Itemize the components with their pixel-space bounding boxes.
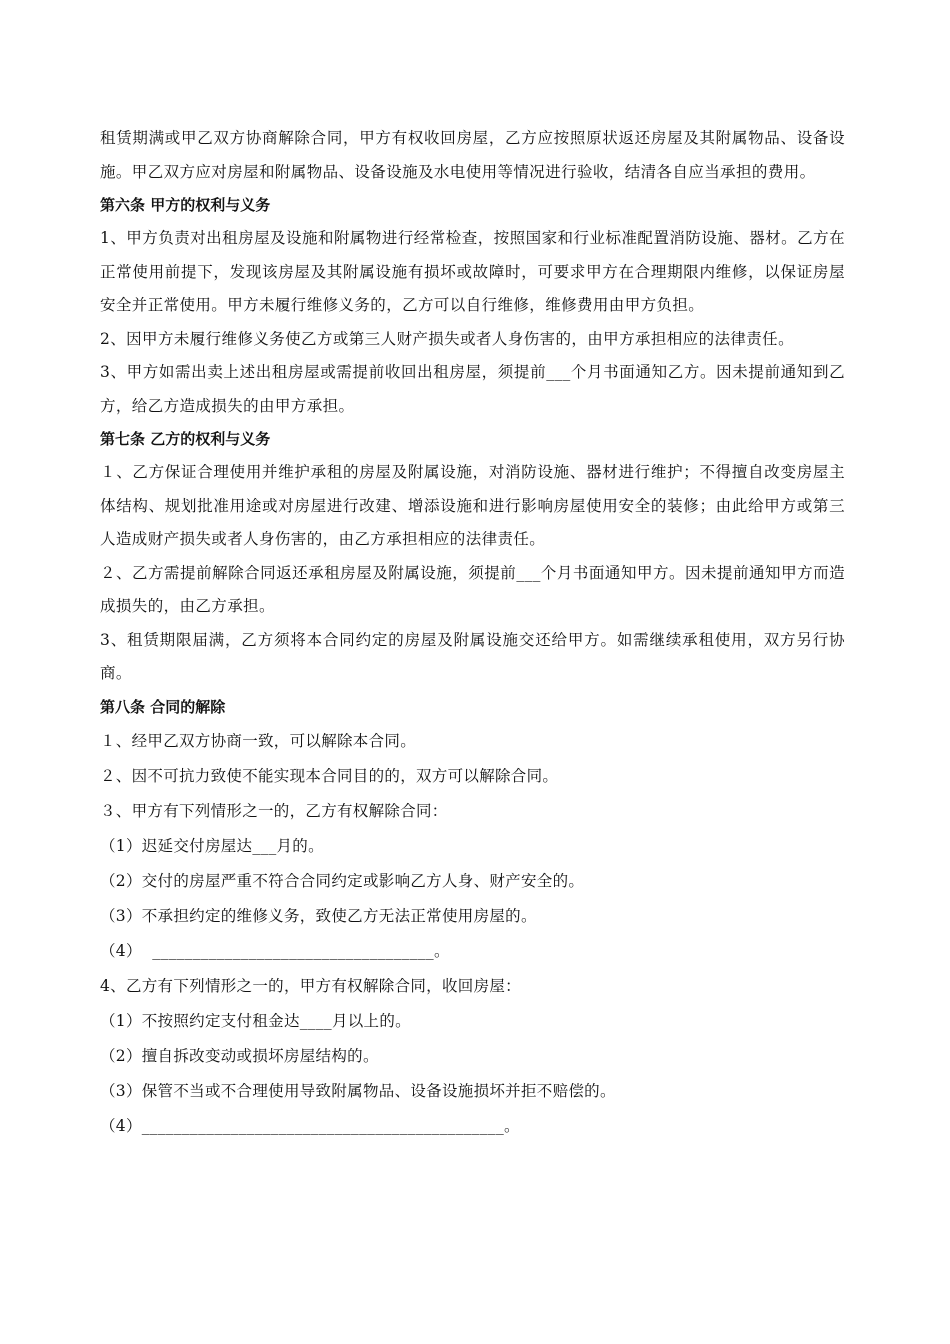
article-8-line: （3）保管不当或不合理使用导致附属物品、设备设施损坏并拒不赔偿的。 xyxy=(100,1081,616,1100)
article-8-line: ３、甲方有下列情形之一的，乙方有权解除合同： xyxy=(100,801,448,820)
article-6-clause-1: 1、甲方负责对出租房屋及设施和附属物进行经常检查，按照国家和行业标准配置消防设施、器材。乙方在正常使用前提下，发现该房屋及其附属设施有损坏或故障时，可要求甲方在合理期限内维修，以保证房屋安全并正常使用。甲方未履行维修义务的，乙方可以自行维修，维修费用由甲方负担。 xyxy=(100,229,845,314)
article-8-line: （4）_____________________________________________。 xyxy=(100,1116,520,1135)
article-7-clause-1: １、乙方保证合理使用并维护承租的房屋及附属设施，对消防设施、器材进行维护；不得擅自改变房屋主体结构、规划批准用途或对房屋进行改建、增添设施和进行影响房屋使用安全的装修；由此给甲方或第三人造成财产损失或者人身伤害的，由乙方承担相应的法律责任。 xyxy=(100,463,845,548)
article-8-line: （3）不承担约定的维修义务，致使乙方无法正常使用房屋的。 xyxy=(100,906,537,925)
article-6-title: 第六条 甲方的权利与义务 xyxy=(100,196,271,214)
article-6-clause-3: 3、甲方如需出卖上述出租房屋或需提前收回出租房屋，须提前___个月书面通知乙方。因未提前通知到乙方，给乙方造成损失的由甲方承担。 xyxy=(100,363,845,415)
intro-paragraph: 租赁期满或甲乙双方协商解除合同，甲方有权收回房屋，乙方应按照原状返还房屋及其附属物品、设备设施。甲乙双方应对房屋和附属物品、设备设施及水电使用等情况进行验收，结清各自应当承担的费用。 xyxy=(100,129,845,181)
article-7-clause-2: ２、乙方需提前解除合同返还承租房屋及附属设施，须提前___个月书面通知甲方。因未提前通知甲方而造成损失的，由乙方承担。 xyxy=(100,563,845,615)
article-6-clause-2: 2、因甲方未履行维修义务使乙方或第三人财产损失或者人身伤害的，由甲方承担相应的法律责任。 xyxy=(100,329,794,348)
contract-page xyxy=(100,122,845,1144)
article-8-line: １、经甲乙双方协商一致，可以解除本合同。 xyxy=(100,731,417,750)
article-7-title: 第七条 乙方的权利与义务 xyxy=(100,430,271,448)
article-8-line: 4、乙方有下列情形之一的，甲方有权解除合同，收回房屋： xyxy=(100,976,521,995)
article-8-line: （1）不按照约定支付租金达____月以上的。 xyxy=(100,1011,411,1030)
article-8-line: （1）迟延交付房屋达___月的。 xyxy=(100,836,324,855)
article-8-title: 第八条 合同的解除 xyxy=(100,697,226,716)
article-8-line: （2）交付的房屋严重不符合合同约定或影响乙方人身、财产安全的。 xyxy=(100,871,585,890)
article-7-clause-3: 3、租赁期限届满，乙方须将本合同约定的房屋及附属设施交还给甲方。如需继续承租使用，双方另行协商。 xyxy=(100,630,845,682)
article-8-line: （2）擅自拆改变动或损坏房屋结构的。 xyxy=(100,1046,379,1065)
article-8-line: （4） ___________________________________。 xyxy=(100,941,450,960)
article-8-line: ２、因不可抗力致使不能实现本合同目的的，双方可以解除合同。 xyxy=(100,766,559,785)
